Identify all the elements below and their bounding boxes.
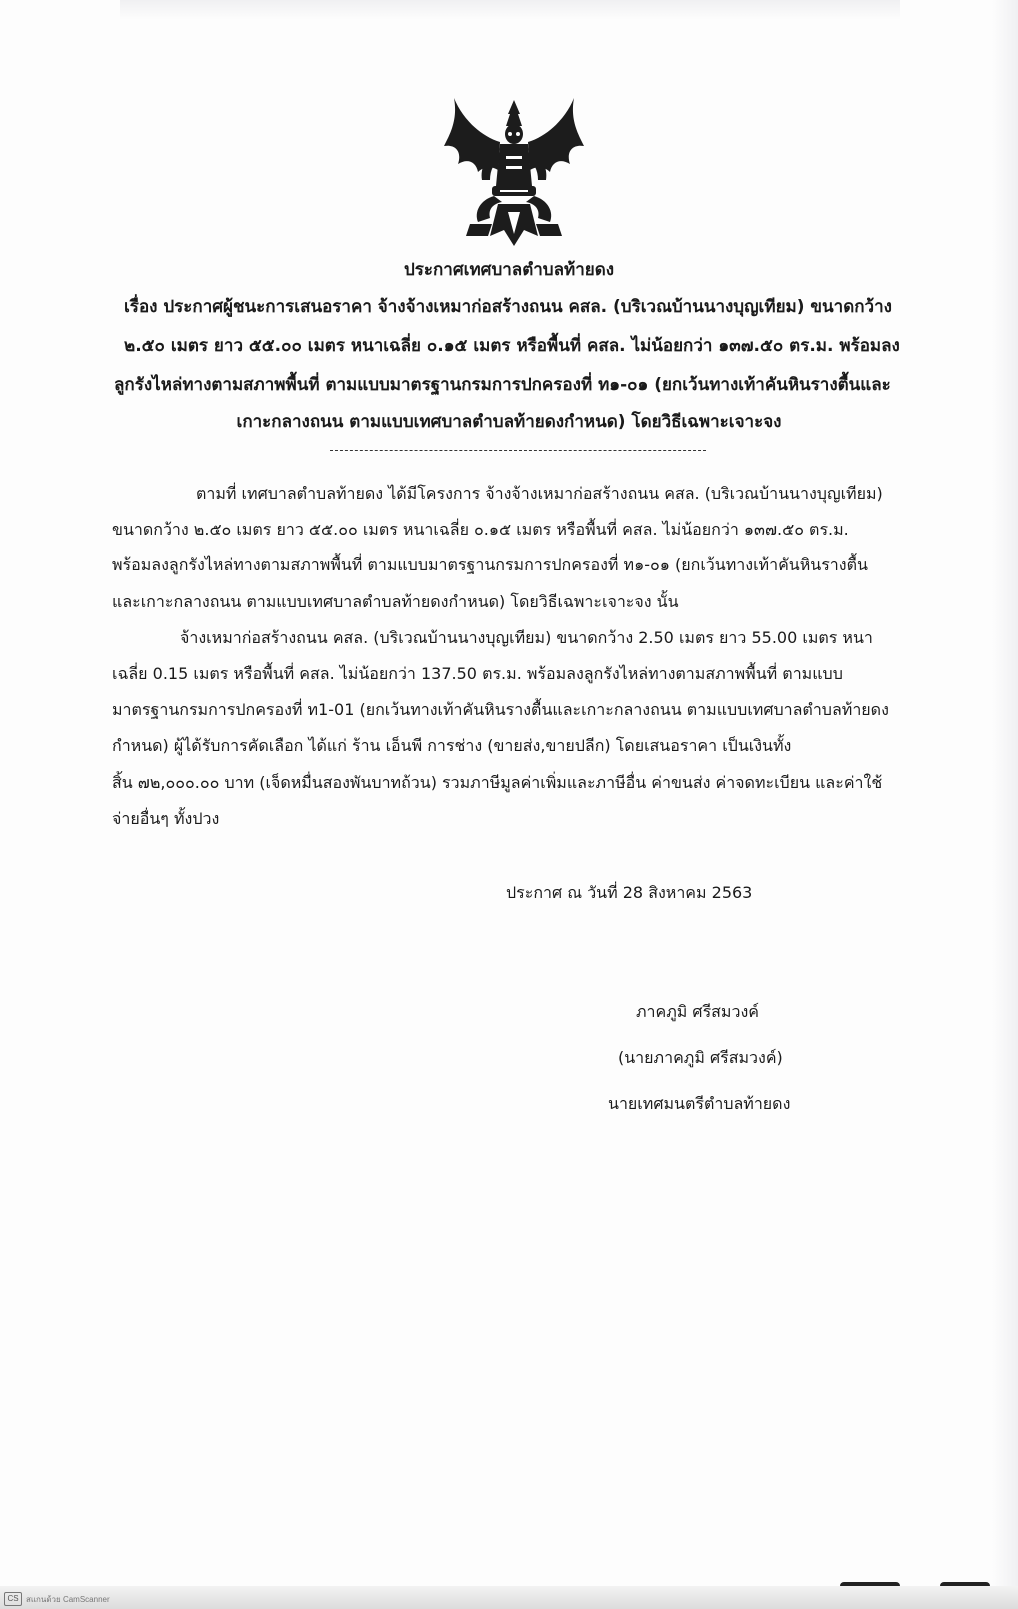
scan-edge-shadow: [992, 0, 1018, 1609]
signed-name: ภาคภูมิ ศรีสมวงค์: [636, 1002, 759, 1021]
paragraph1-line-1: ตามที่ เทศบาลตำบลท้ายดง ได้มีโครงการ จ้างจ้างเหมาก่อสร้างถนน คสล. (บริเวณบ้านนางบุญเทียม): [196, 484, 883, 503]
garuda-emblem-icon: [440, 96, 588, 252]
document-heading: ประกาศเทศบาลตำบลท้ายดง: [403, 260, 615, 280]
scan-footer-bar: [0, 1586, 1018, 1609]
paragraph2-line-5: สิ้น ๗๒,๐๐๐.๐๐ บาท (เจ็ดหมื่นสองพันบาทถ้วน) รวมภาษีมูลค่าเพิ่มและภาษีอื่น ค่าขนส่ง ค่าจดทะเบียน และค่าใช้: [112, 773, 883, 792]
camscanner-text: สแกนด้วย CamScanner: [26, 1594, 110, 1604]
paragraph2-line-6: จ่ายอื่นๆ ทั้งปวง: [112, 809, 220, 828]
paragraph2-line-3: มาตรฐานกรมการปกครองที่ ท1-01 (ยกเว้นทางเท้าคันหินรางตื้นและเกาะกลางถนน ตามแบบเทศบาลตำบลท้ายดง: [112, 700, 889, 719]
subject-line-1: เรื่อง ประกาศผู้ชนะการเสนอราคา จ้างจ้างเหมาก่อสร้างถนน คสล. (บริเวณบ้านนางบุญเทียม) ขนาดกว้าง: [124, 297, 892, 317]
subject-line-4: เกาะกลางถนน ตามแบบเทศบาลตำบลท้ายดงกำหนด) โดยวิธีเฉพาะเจาะจง: [236, 412, 782, 432]
camscanner-badge-icon: CS: [4, 1592, 22, 1606]
paragraph1-line-3: พร้อมลงลูกรังไหล่ทางตามสภาพพื้นที่ ตามแบบมาตรฐานกรมการปกครองที่ ท๑-๐๑ (ยกเว้นทางเท้าคันหินรางตื้น: [112, 555, 868, 574]
printed-name: (นายภาคภูมิ ศรีสมวงค์): [618, 1048, 783, 1067]
subject-line-3: ลูกรังไหล่ทางตามสภาพพื้นที่ ตามแบบมาตรฐานกรมการปกครองที่ ท๑-๐๑ (ยกเว้นทางเท้าคันหินรางตื้นและ: [114, 375, 891, 395]
signer-position: นายเทศมนตรีตำบลท้ายดง: [608, 1094, 791, 1113]
paragraph2-line-2: เฉลี่ย 0.15 เมตร หรือพื้นที่ คสล. ไม่น้อยกว่า 137.50 ตร.ม. พร้อมลงลูกรังไหล่ทางตามสภาพพื้นที่ ตามแบบ: [112, 664, 843, 683]
subject-line-2: ๒.๕๐ เมตร ยาว ๕๕.๐๐ เมตร หนาเฉลี่ย ๐.๑๕ เมตร หรือพื้นที่ คสล. ไม่น้อยกว่า ๑๓๗.๕๐ ตร.ม. พร้อมลง: [124, 336, 900, 356]
scan-top-shadow: [120, 0, 900, 20]
scanner-watermark: [4, 1592, 110, 1606]
paragraph1-line-2: ขนาดกว้าง ๒.๕๐ เมตร ยาว ๕๕.๐๐ เมตร หนาเฉลี่ย ๐.๑๕ เมตร หรือพื้นที่ คสล. ไม่น้อยกว่า ๑๓๗.๕๐ ตร.ม.: [112, 520, 849, 539]
separator-line: [330, 450, 706, 451]
paragraph1-line-4: และเกาะกลางถนน ตามแบบเทศบาลตำบลท้ายดงกำหนด) โดยวิธีเฉพาะเจาะจง นั้น: [112, 592, 679, 611]
paragraph2-line-1: จ้างเหมาก่อสร้างถนน คสล. (บริเวณบ้านนางบุญเทียม) ขนาดกว้าง 2.50 เมตร ยาว 55.00 เมตร หนา: [180, 628, 873, 647]
announce-date: ประกาศ ณ วันที่ 28 สิงหาคม 2563: [506, 883, 753, 902]
paragraph2-line-4: กำหนด) ผู้ได้รับการคัดเลือก ได้แก่ ร้าน เอ็นพี การช่าง (ขายส่ง,ขายปลีก) โดยเสนอราคา เป็นเงินทั้ง: [112, 736, 792, 755]
